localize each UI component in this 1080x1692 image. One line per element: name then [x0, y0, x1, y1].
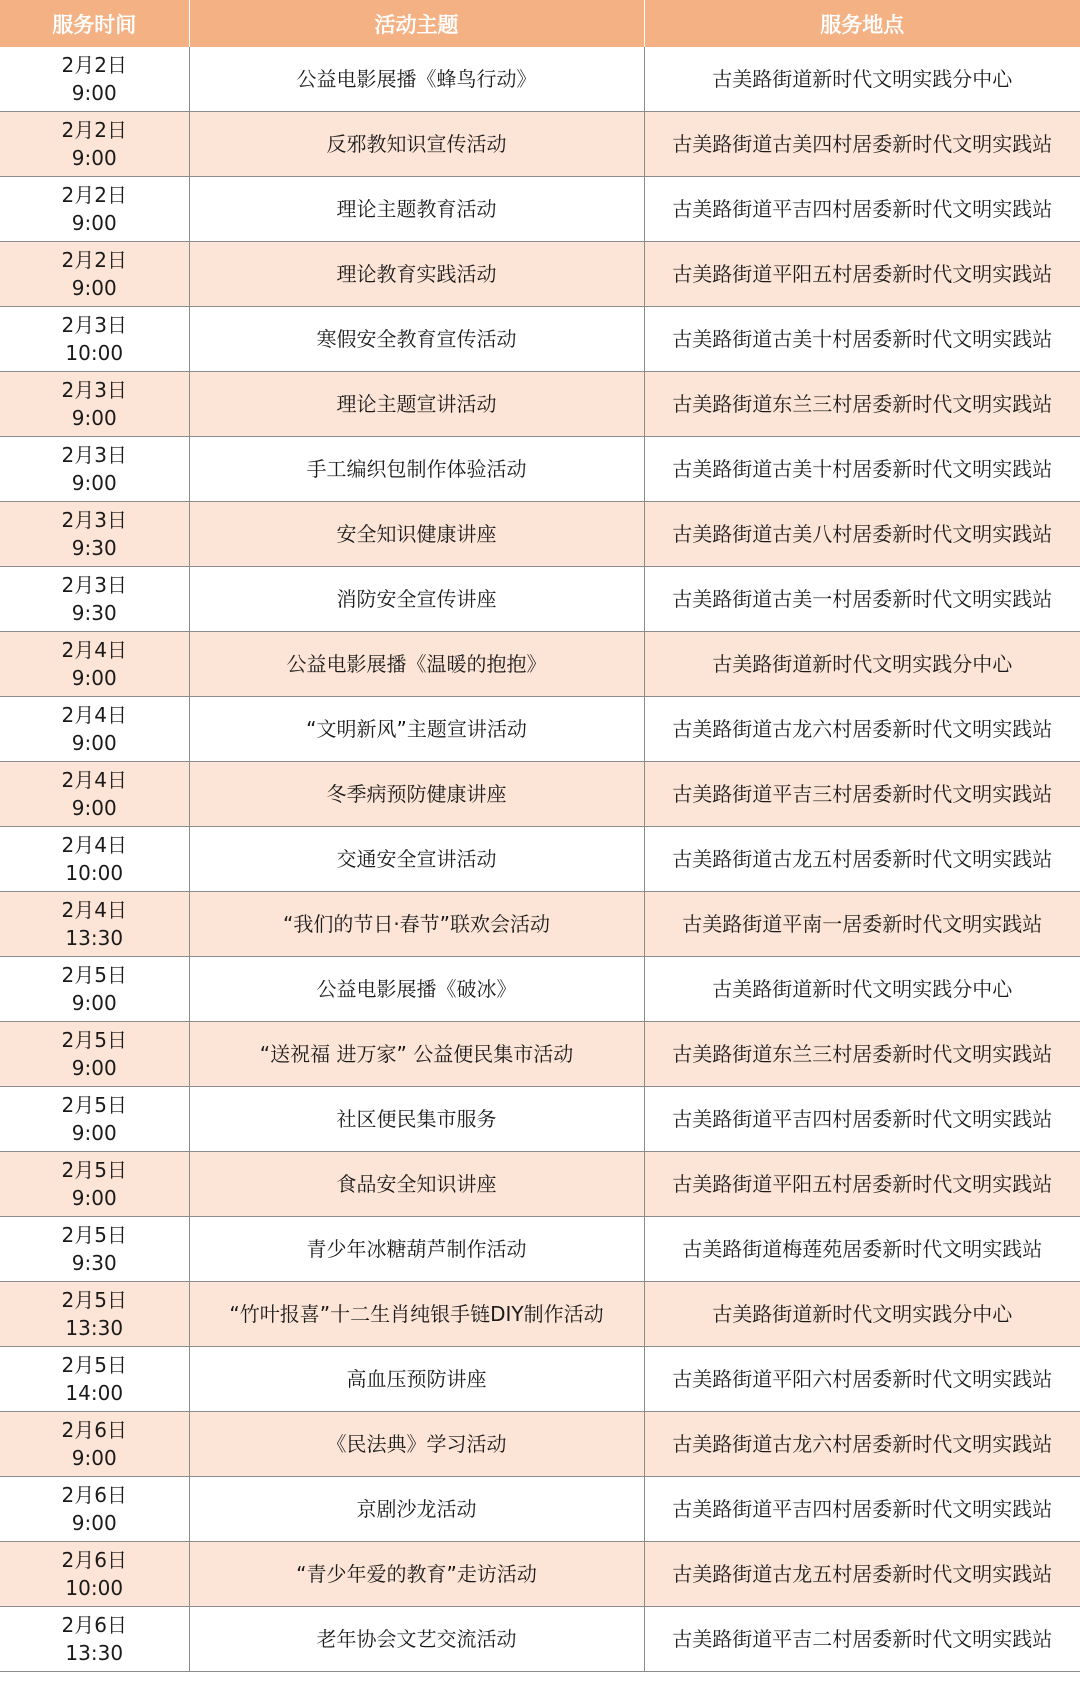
service-clock-time: 9:30: [71, 601, 117, 625]
service-clock-time: 10:00: [65, 1576, 124, 1600]
service-time-cell: [0, 567, 189, 632]
service-date: 2月5日: [61, 1353, 127, 1377]
table-row: [0, 437, 1080, 502]
activity-theme-cell: 社区便民集市服务: [189, 1087, 644, 1152]
activity-theme-cell: 安全知识健康讲座: [189, 502, 644, 567]
service-location-cell: 古美路街道古龙六村居委新时代文明实践站: [644, 1412, 1080, 1477]
activity-theme-cell: 理论主题教育活动: [189, 177, 644, 242]
table-row: [0, 1087, 1080, 1152]
service-time-cell: [0, 307, 189, 372]
table-row: [0, 177, 1080, 242]
service-time-cell: [0, 1022, 189, 1087]
service-date: 2月4日: [61, 638, 127, 662]
service-date: 2月6日: [61, 1548, 127, 1572]
service-time-cell: [0, 112, 189, 177]
service-time-cell: [0, 1087, 189, 1152]
service-clock-time: 10:00: [65, 861, 124, 885]
header-row: [0, 0, 1080, 47]
table-row: [0, 762, 1080, 827]
service-date: 2月2日: [61, 53, 127, 77]
service-time-cell: [0, 502, 189, 567]
service-location-cell: 古美路街道平吉三村居委新时代文明实践站: [644, 762, 1080, 827]
activity-theme-cell: 反邪教知识宣传活动: [189, 112, 644, 177]
service-date: 2月5日: [61, 963, 127, 987]
service-clock-time: 9:00: [71, 81, 117, 105]
table-row: [0, 1152, 1080, 1217]
service-time-cell: [0, 1217, 189, 1282]
service-clock-time: 9:00: [71, 1121, 117, 1145]
service-location-cell: 古美路街道平南一居委新时代文明实践站: [644, 892, 1080, 957]
service-date: 2月4日: [61, 833, 127, 857]
service-location-cell: 古美路街道平吉四村居委新时代文明实践站: [644, 1477, 1080, 1542]
service-date: 2月3日: [61, 508, 127, 532]
service-time-cell: [0, 632, 189, 697]
service-date: 2月3日: [61, 378, 127, 402]
service-clock-time: 9:00: [71, 666, 117, 690]
activity-theme-cell: 食品安全知识讲座: [189, 1152, 644, 1217]
service-time-cell: [0, 242, 189, 307]
service-time-cell: [0, 697, 189, 762]
activity-theme-cell: “我们的节日·春节”联欢会活动: [189, 892, 644, 957]
table-row: [0, 1217, 1080, 1282]
service-clock-time: 9:00: [71, 276, 117, 300]
service-location-cell: 古美路街道平吉二村居委新时代文明实践站: [644, 1607, 1080, 1672]
service-date: 2月4日: [61, 768, 127, 792]
service-location-cell: 古美路街道古龙六村居委新时代文明实践站: [644, 697, 1080, 762]
table-row: [0, 1022, 1080, 1087]
activity-theme-cell: 寒假安全教育宣传活动: [189, 307, 644, 372]
service-location-cell: 古美路街道古美八村居委新时代文明实践站: [644, 502, 1080, 567]
service-date: 2月2日: [61, 118, 127, 142]
service-clock-time: 9:00: [71, 211, 117, 235]
header-service-time: 服务时间: [0, 0, 189, 47]
table-row: [0, 1412, 1080, 1477]
table-row: [0, 307, 1080, 372]
activity-theme-cell: 交通安全宣讲活动: [189, 827, 644, 892]
table-row: [0, 697, 1080, 762]
activity-theme-cell: 老年协会文艺交流活动: [189, 1607, 644, 1672]
service-time-cell: [0, 957, 189, 1022]
activity-theme-cell: “送祝福 进万家” 公益便民集市活动: [189, 1022, 644, 1087]
service-time-cell: [0, 1347, 189, 1412]
service-clock-time: 9:00: [71, 1511, 117, 1535]
table-row: [0, 1282, 1080, 1347]
service-date: 2月5日: [61, 1288, 127, 1312]
table-row: [0, 1607, 1080, 1672]
service-clock-time: 9:00: [71, 146, 117, 170]
service-time-cell: [0, 1607, 189, 1672]
activity-theme-cell: 公益电影展播《破冰》: [189, 957, 644, 1022]
service-date: 2月6日: [61, 1483, 127, 1507]
service-time-cell: [0, 1477, 189, 1542]
service-date: 2月5日: [61, 1223, 127, 1247]
service-clock-time: 9:00: [71, 1186, 117, 1210]
service-date: 2月2日: [61, 183, 127, 207]
activity-theme-cell: 公益电影展播《蜂鸟行动》: [189, 47, 644, 112]
service-clock-time: 13:30: [65, 926, 124, 950]
table-row: [0, 827, 1080, 892]
service-clock-time: 9:30: [71, 1251, 117, 1275]
service-date: 2月2日: [61, 248, 127, 272]
service-clock-time: 9:00: [71, 471, 117, 495]
service-location-cell: 古美路街道古美十村居委新时代文明实践站: [644, 307, 1080, 372]
service-location-cell: 古美路街道东兰三村居委新时代文明实践站: [644, 1022, 1080, 1087]
header-service-location: 服务地点: [644, 0, 1080, 47]
service-time-cell: [0, 1282, 189, 1347]
service-clock-time: 9:00: [71, 1056, 117, 1080]
service-time-cell: [0, 437, 189, 502]
table-row: [0, 372, 1080, 437]
activity-theme-cell: 理论主题宣讲活动: [189, 372, 644, 437]
service-date: 2月6日: [61, 1613, 127, 1637]
service-location-cell: 古美路街道古美十村居委新时代文明实践站: [644, 437, 1080, 502]
service-location-cell: 古美路街道东兰三村居委新时代文明实践站: [644, 372, 1080, 437]
service-clock-time: 9:00: [71, 1446, 117, 1470]
service-location-cell: 古美路街道平阳五村居委新时代文明实践站: [644, 1152, 1080, 1217]
service-date: 2月4日: [61, 703, 127, 727]
service-clock-time: 14:00: [65, 1381, 124, 1405]
service-time-cell: [0, 177, 189, 242]
service-location-cell: 古美路街道古美一村居委新时代文明实践站: [644, 567, 1080, 632]
service-location-cell: 古美路街道平吉四村居委新时代文明实践站: [644, 177, 1080, 242]
activity-theme-cell: 公益电影展播《温暖的抱抱》: [189, 632, 644, 697]
service-clock-time: 13:30: [65, 1641, 124, 1665]
service-clock-time: 9:00: [71, 731, 117, 755]
table-row: [0, 47, 1080, 112]
service-date: 2月3日: [61, 443, 127, 467]
activity-theme-cell: 青少年冰糖葫芦制作活动: [189, 1217, 644, 1282]
service-time-cell: [0, 1152, 189, 1217]
table-row: [0, 957, 1080, 1022]
table-row: [0, 567, 1080, 632]
service-location-cell: 古美路街道新时代文明实践分中心: [644, 632, 1080, 697]
table-row: [0, 632, 1080, 697]
service-location-cell: 古美路街道梅莲苑居委新时代文明实践站: [644, 1217, 1080, 1282]
service-time-cell: [0, 1412, 189, 1477]
service-time-cell: [0, 1542, 189, 1607]
table-body: [0, 47, 1080, 1672]
service-time-cell: [0, 762, 189, 827]
activity-theme-cell: 理论教育实践活动: [189, 242, 644, 307]
service-location-cell: 古美路街道古美四村居委新时代文明实践站: [644, 112, 1080, 177]
activity-theme-cell: 《民法典》学习活动: [189, 1412, 644, 1477]
service-date: 2月5日: [61, 1028, 127, 1052]
service-location-cell: 古美路街道古龙五村居委新时代文明实践站: [644, 1542, 1080, 1607]
service-clock-time: 10:00: [65, 341, 124, 365]
activity-theme-cell: 消防安全宣传讲座: [189, 567, 644, 632]
service-clock-time: 9:00: [71, 406, 117, 430]
service-location-cell: 古美路街道平阳五村居委新时代文明实践站: [644, 242, 1080, 307]
table-row: [0, 242, 1080, 307]
activity-theme-cell: 手工编织包制作体验活动: [189, 437, 644, 502]
service-clock-time: 9:00: [71, 796, 117, 820]
activity-theme-cell: “竹叶报喜”十二生肖纯银手链DIY制作活动: [189, 1282, 644, 1347]
service-date: 2月5日: [61, 1093, 127, 1117]
activity-theme-cell: 京剧沙龙活动: [189, 1477, 644, 1542]
table-row: [0, 1477, 1080, 1542]
service-clock-time: 9:00: [71, 991, 117, 1015]
service-clock-time: 9:30: [71, 536, 117, 560]
service-time-cell: [0, 372, 189, 437]
service-location-cell: 古美路街道新时代文明实践分中心: [644, 957, 1080, 1022]
service-location-cell: 古美路街道平阳六村居委新时代文明实践站: [644, 1347, 1080, 1412]
service-date: 2月3日: [61, 573, 127, 597]
table-row: [0, 502, 1080, 567]
service-location-cell: 古美路街道平吉四村居委新时代文明实践站: [644, 1087, 1080, 1152]
service-location-cell: 古美路街道新时代文明实践分中心: [644, 47, 1080, 112]
service-date: 2月5日: [61, 1158, 127, 1182]
service-date: 2月4日: [61, 898, 127, 922]
table-row: [0, 112, 1080, 177]
activity-theme-cell: 高血压预防讲座: [189, 1347, 644, 1412]
service-location-cell: 古美路街道古龙五村居委新时代文明实践站: [644, 827, 1080, 892]
activity-theme-cell: “文明新风”主题宣讲活动: [189, 697, 644, 762]
activity-theme-cell: 冬季病预防健康讲座: [189, 762, 644, 827]
activity-theme-cell: “青少年爱的教育”走访活动: [189, 1542, 644, 1607]
service-time-cell: [0, 47, 189, 112]
header-activity-theme: 活动主题: [189, 0, 644, 47]
table-row: [0, 1542, 1080, 1607]
service-date: 2月6日: [61, 1418, 127, 1442]
table-row: [0, 892, 1080, 957]
service-time-cell: [0, 892, 189, 957]
service-time-cell: [0, 827, 189, 892]
table-row: [0, 1347, 1080, 1412]
service-location-cell: 古美路街道新时代文明实践分中心: [644, 1282, 1080, 1347]
service-clock-time: 13:30: [65, 1316, 124, 1340]
service-date: 2月3日: [61, 313, 127, 337]
